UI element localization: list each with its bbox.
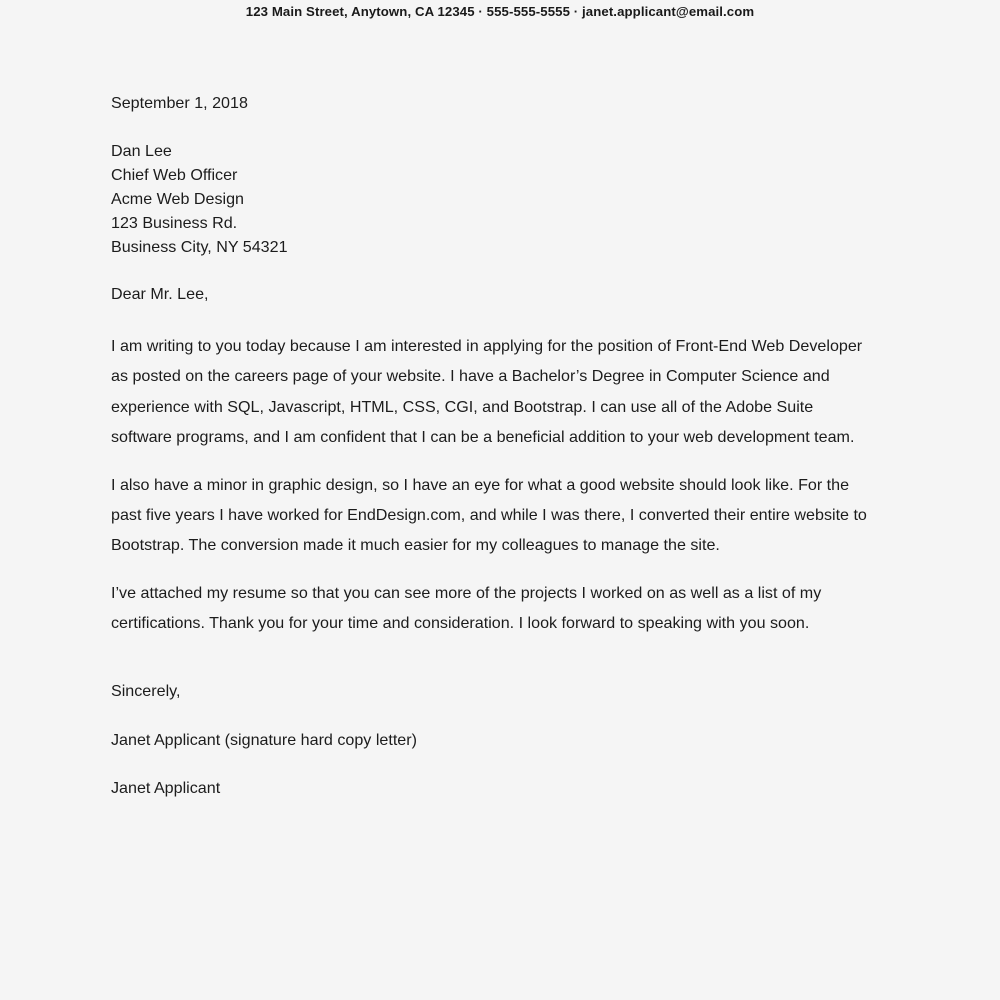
recipient-street: 123 Business Rd. xyxy=(111,214,238,232)
signature-name: Janet Applicant xyxy=(111,778,221,797)
body-paragraph-2: I also have a minor in graphic design, so I have an eye for what a good website should look like. For the past five years I have worked for EndDesign.com, and while I was there, I converted their entire website to Bootstrap. The conversion made it much easier for my colleagues to manage the site. xyxy=(111,475,867,555)
letterhead-contact-line: 123 Main Street, Anytown, CA 12345 · 555-555-5555 · janet.applicant@email.com xyxy=(245,4,755,19)
recipient-company: Acme Web Design xyxy=(111,190,244,208)
body-paragraph-1: I am writing to you today because I am interested in applying for the position of Front-End Web Developer as posted on the careers page of your website. I have a Bachelor’s Degree in Computer Science and experience with SQL, Javascript, HTML, CSS, CGI, and Bootstrap. I can use all of the Adobe Suite software programs, and I am confident that I can be a beneficial addition to your web development team. xyxy=(111,337,863,447)
recipient-title: Chief Web Officer xyxy=(111,166,238,184)
closing-salutation: Sincerely, xyxy=(111,681,181,700)
recipient-name: Dan Lee xyxy=(111,142,172,160)
letter-body xyxy=(111,91,877,800)
body-paragraph-3: I’ve attached my resume so that you can see more of the projects I worked on as well as a list of my certifications. Thank you for your time and consideration. I look forward to speaking with you soon. xyxy=(111,583,822,633)
signature-note: Janet Applicant (signature hard copy letter) xyxy=(111,730,417,749)
recipient-address-block xyxy=(111,139,877,259)
recipient-city-state-zip: Business City, NY 54321 xyxy=(111,238,288,256)
letter-date: September 1, 2018 xyxy=(111,94,248,112)
salutation: Dear Mr. Lee, xyxy=(111,285,209,303)
